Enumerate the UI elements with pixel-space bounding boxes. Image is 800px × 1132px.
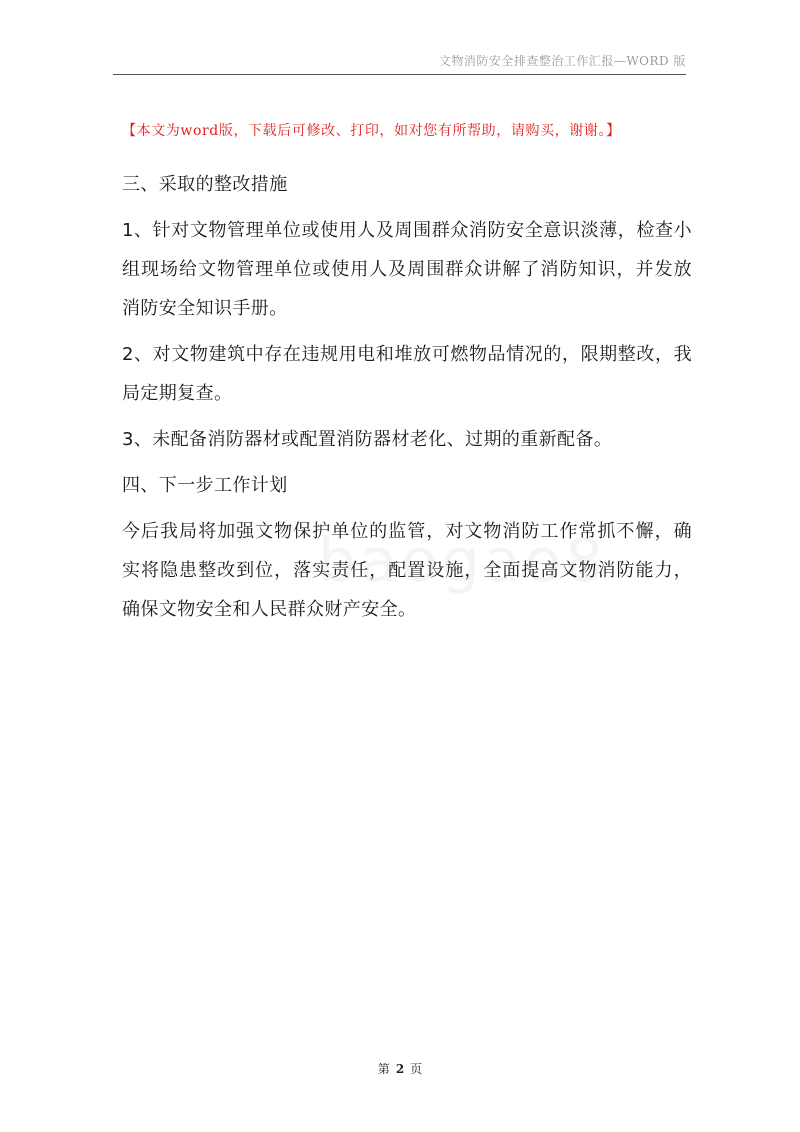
footer-suffix: 页: [410, 1062, 423, 1076]
page-footer: [0, 1060, 800, 1077]
section-heading-rectification-measures: 三、采取的整改措施: [122, 174, 288, 195]
document-header-title: 文物消防安全排查整治工作汇报—WORD 版: [438, 54, 686, 68]
measure-item-2: 2、对文物建筑中存在违规用电和堆放可燃物品情况的，限期整改，我局定期复查。: [122, 344, 692, 404]
footer-prefix: 第: [377, 1062, 390, 1076]
measure-item-1: 1、针对文物管理单位或使用人及周围群众消防安全意识淡薄，检查小组现场给文物管理单位或使用人及周围群众讲解了消防知识，并发放消防安全知识手册。: [122, 220, 692, 319]
section-heading-next-plan: 四、下一步工作计划: [122, 475, 288, 496]
document-body: [122, 165, 692, 636]
next-plan-paragraph: 今后我局将加强文物保护单位的监管，对文物消防工作常抓不懈，确实将隐患整改到位，落实责任，配置设施，全面提高文物消防能力，确保文物安全和人民群众财产安全。: [122, 521, 692, 620]
purchase-notice: 【本文为word版，下载后可修改、打印，如对您有所帮助，请购买，谢谢。】: [122, 123, 621, 139]
page-number: 2: [395, 1062, 405, 1076]
measure-item-3: 3、未配备消防器材或配置消防器材老化、过期的重新配备。: [122, 429, 613, 450]
header-divider: [113, 74, 686, 75]
